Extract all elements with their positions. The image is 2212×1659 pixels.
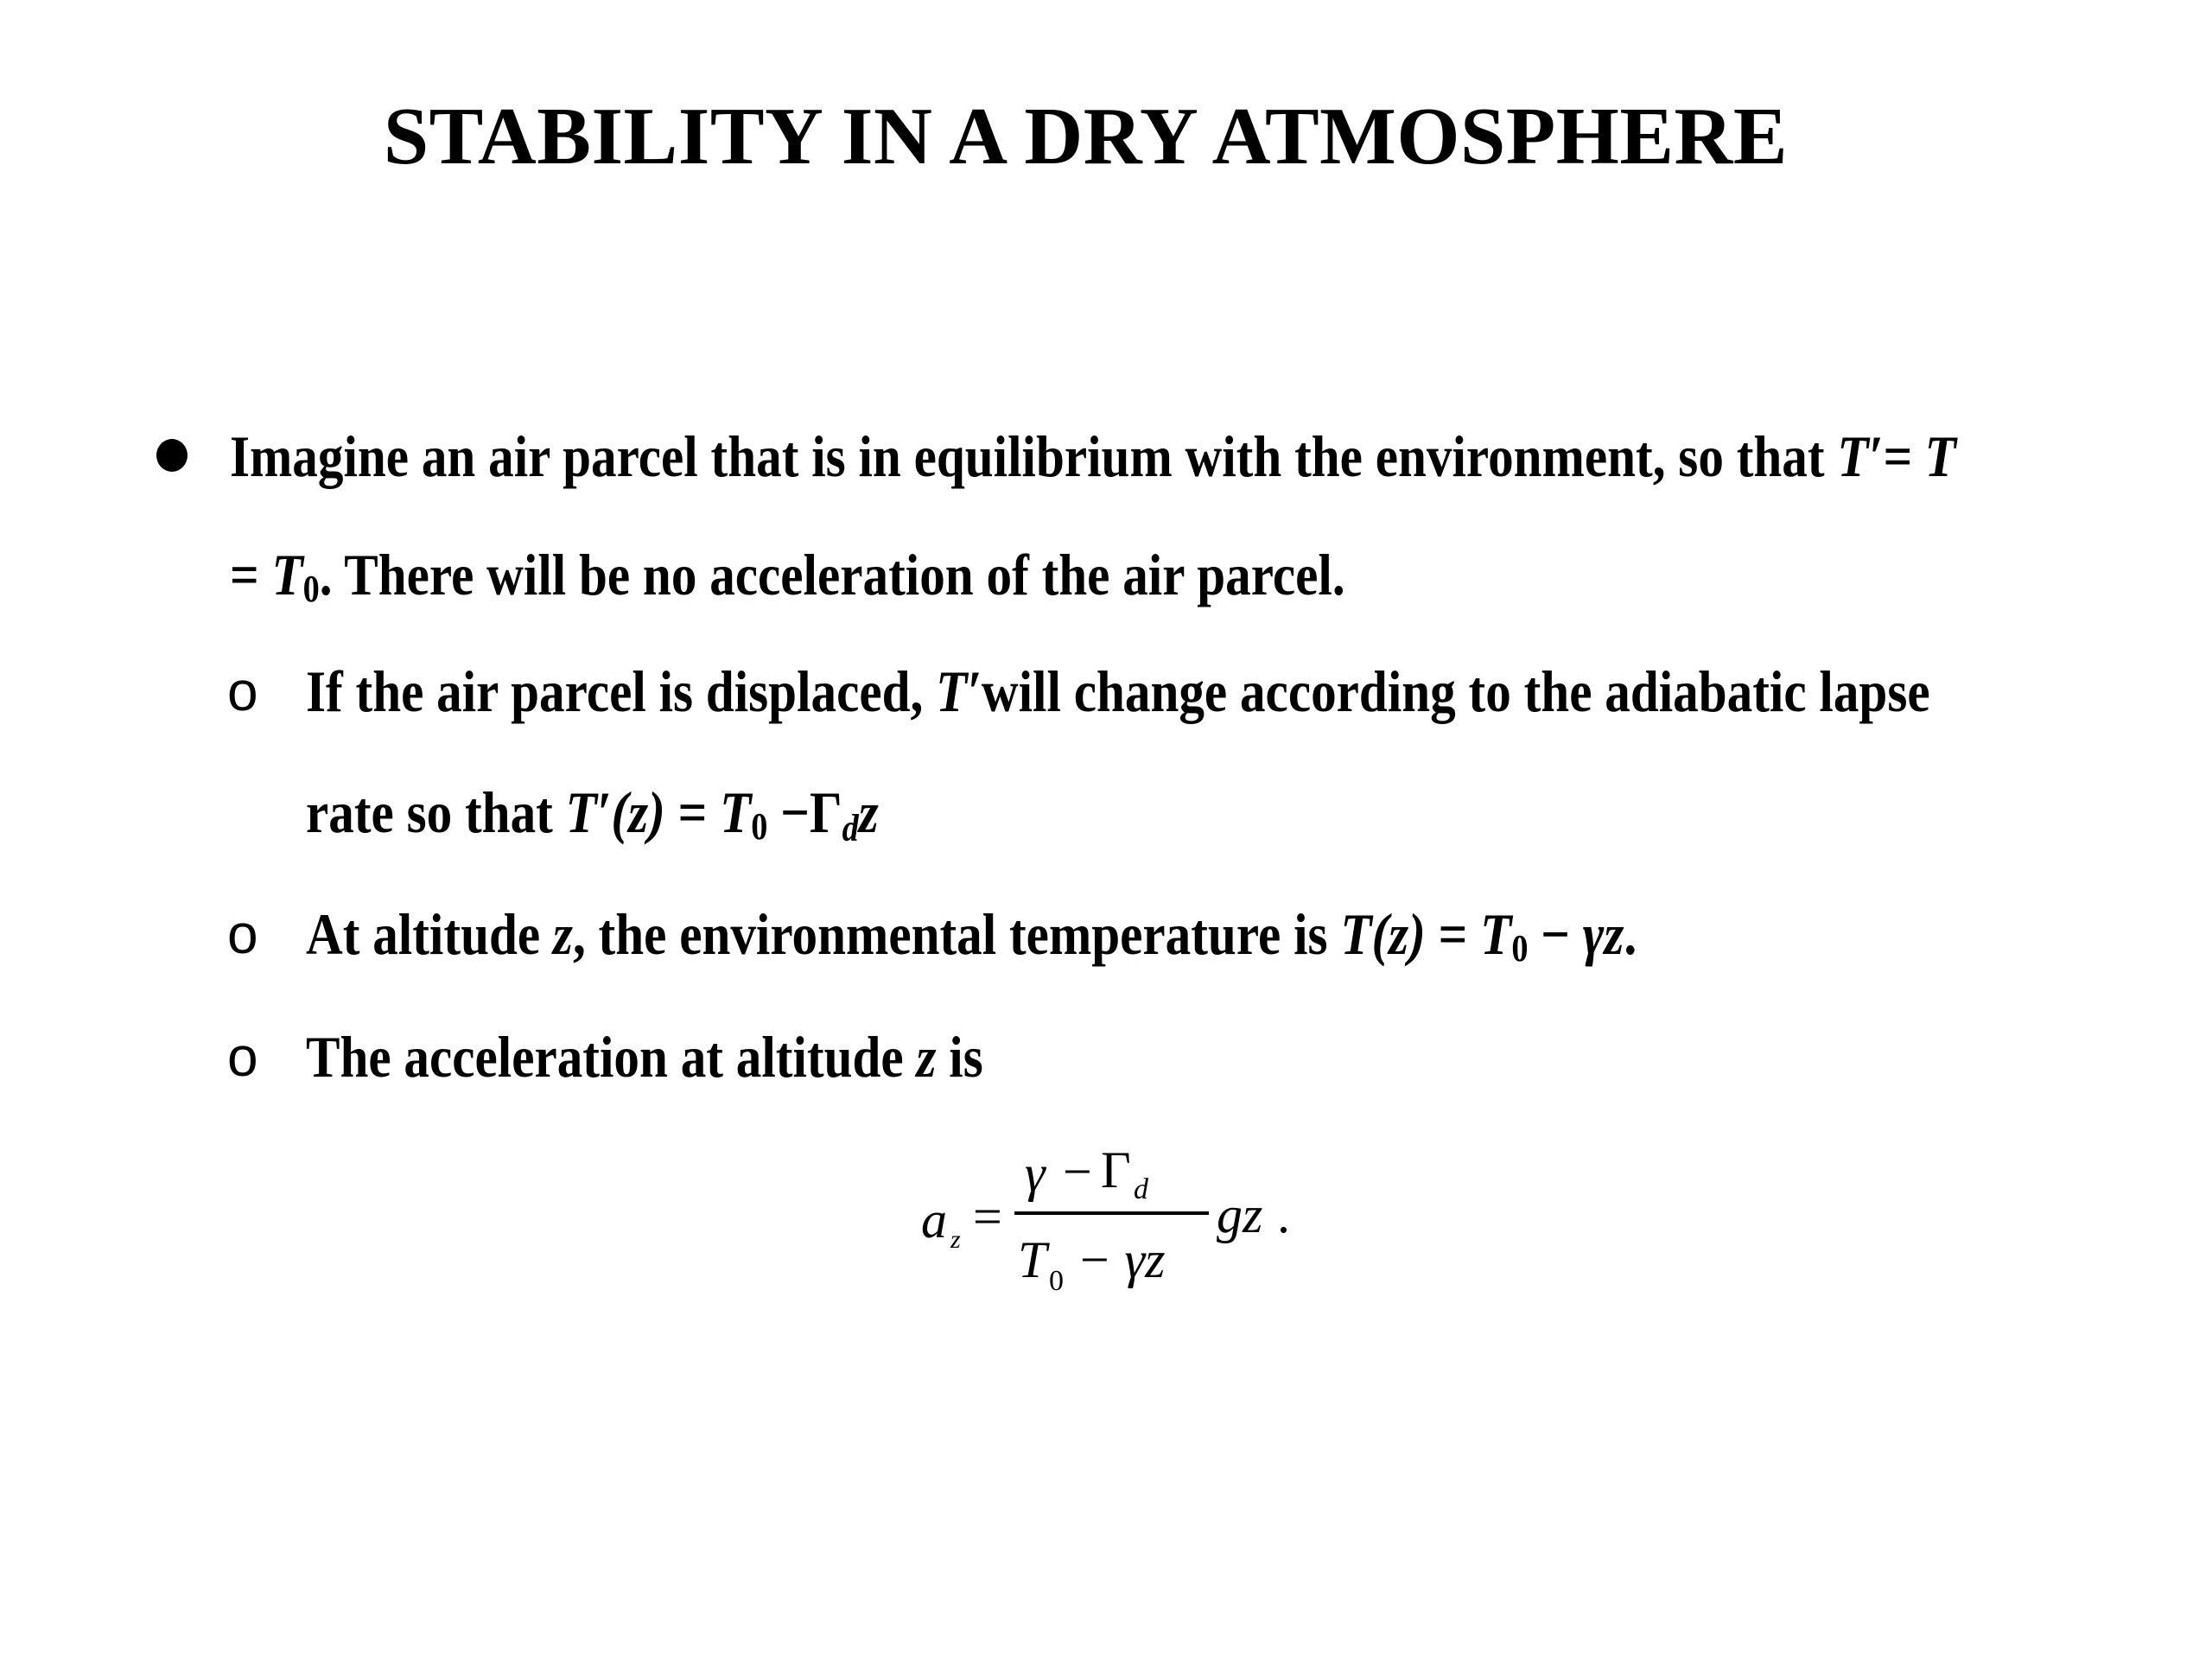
bullet-T: T — [271, 542, 303, 607]
formula-den-T: T — [1018, 1231, 1047, 1288]
formula-num-Gamma: Γ — [1101, 1141, 1131, 1198]
sub-bullet-marker-1: o — [227, 660, 258, 722]
sub-bullet-1-line-2 — [306, 773, 879, 868]
sub3-text-a: The acceleration at altitude — [306, 1024, 917, 1090]
sub2-T: T — [1480, 901, 1512, 967]
sub2-minus: − — [1528, 901, 1583, 967]
sub1-line2-z: z — [858, 779, 879, 845]
sub-bullet-2-line — [306, 895, 1637, 988]
sub1-line2-sub: 0 — [751, 805, 768, 848]
sub1-line2-T: T — [720, 779, 752, 845]
sub1-line2-math: T′(z) — [565, 779, 665, 845]
sub1-text-b: will change according to the adiabatic lapse — [981, 658, 1930, 724]
bullet-text-2: . There will be no acceleration of the air parcel. — [319, 542, 1345, 607]
formula-lhs-sub: z — [950, 1225, 961, 1254]
fraction-bar — [1014, 1211, 1209, 1215]
sub1-line2-d: d — [842, 807, 859, 849]
formula-rhs: gz — [1217, 1186, 1263, 1243]
sub2-text-a: At altitude — [306, 901, 553, 967]
sub1-text-a: If the air parcel is displaced, — [306, 658, 937, 724]
acceleration-formula — [907, 1123, 1296, 1322]
formula-num-gamma: γ — [1025, 1145, 1046, 1202]
slide-title: STABILITY IN A DRY ATMOSPHERE — [383, 92, 1789, 181]
bullet-eq: = — [230, 542, 272, 607]
sub2-sub: 0 — [1511, 927, 1529, 969]
formula-num-d: d — [1134, 1173, 1148, 1205]
formula-period: . — [1277, 1186, 1290, 1243]
sub1-line2-text: rate so that — [306, 779, 566, 845]
sub-bullet-marker-2: o — [227, 903, 258, 965]
sub2-math-a: T(z) — [1340, 901, 1426, 967]
bullet-line-1 — [230, 417, 1956, 495]
bullet-dot-icon — [156, 439, 188, 472]
bullet-sub: 0 — [302, 568, 320, 610]
bullet-text: Imagine an air parcel that is in equilibrium with the environment, so that — [230, 423, 1838, 489]
sub-bullet-marker-3: o — [227, 1026, 258, 1088]
sub2-text-b: , the environmental temperature is — [572, 901, 1341, 967]
formula-den-0: 0 — [1049, 1265, 1064, 1297]
sub3-z: z — [916, 1024, 937, 1090]
sub1-math: T′ — [936, 658, 982, 724]
sub1-line2-eq: = — [664, 779, 721, 845]
formula-den-rest: − γz — [1077, 1231, 1166, 1288]
sub2-z: z — [552, 901, 573, 967]
bullet-line-2 — [230, 536, 1345, 628]
formula-lhs: a — [921, 1192, 947, 1249]
sub-bullet-1-line-1 — [306, 652, 1930, 730]
formula-num-minus: − — [1063, 1143, 1092, 1200]
sub1-line2-minus: −Γ — [767, 779, 842, 845]
sub2-eq: = — [1425, 901, 1481, 967]
sub2-period: . — [1624, 901, 1637, 967]
sub3-text-b: is — [936, 1024, 983, 1090]
bullet-math: T′= T — [1837, 423, 1956, 489]
sub-bullet-3-line — [306, 1018, 983, 1096]
formula-equals: = — [973, 1188, 1002, 1245]
sub2-gamma-z: γz — [1582, 901, 1624, 967]
